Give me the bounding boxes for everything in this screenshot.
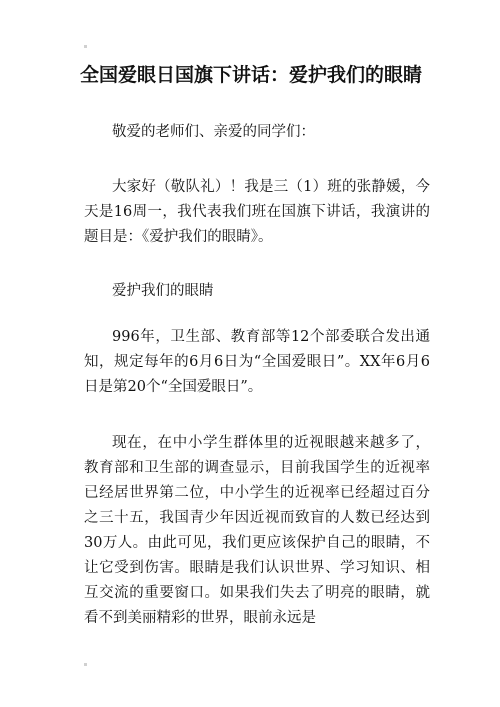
history-paragraph: 996年，卫生部、教育部等12个部委联合发出通知，规定每年的6月6日为“全国爱眼日”。XX年6月6日是第20个“全国爱眼日”。	[84, 329, 430, 395]
corner-mark-top	[84, 45, 87, 48]
section-heading: 爱护我们的眼睛	[112, 283, 214, 299]
intro-paragraph: 大家好（敬队礼）！我是三（1）班的张静媛，今天是16周一，我代表我们班在国旗下讲话，我演讲的题目是：《爱护我们的眼睛》。	[84, 179, 430, 245]
body-paragraph: 现在，在中小学生群体里的近视眼越来越多了，教育部和卫生部的调查显示，目前我国学生的近视率已经居世界第二位，中小学生的近视率已经超过百分之三十五，我国青少年因近视而致盲的人数已经达到30万人。由此可见，我们更应该保护自己的眼睛，不让它受到伤害。眼睛是我们认识世界、学习知识、相互交流的重要窗口。如果我们失去了明亮的眼睛，就看不到美丽精彩的世界，眼前永远是	[84, 435, 430, 626]
greeting-paragraph: 敬爱的老师们、亲爱的同学们：	[112, 124, 315, 140]
document-title: 全国爱眼日国旗下讲话：爱护我们的眼睛	[79, 64, 422, 86]
corner-mark-bottom	[84, 663, 87, 666]
